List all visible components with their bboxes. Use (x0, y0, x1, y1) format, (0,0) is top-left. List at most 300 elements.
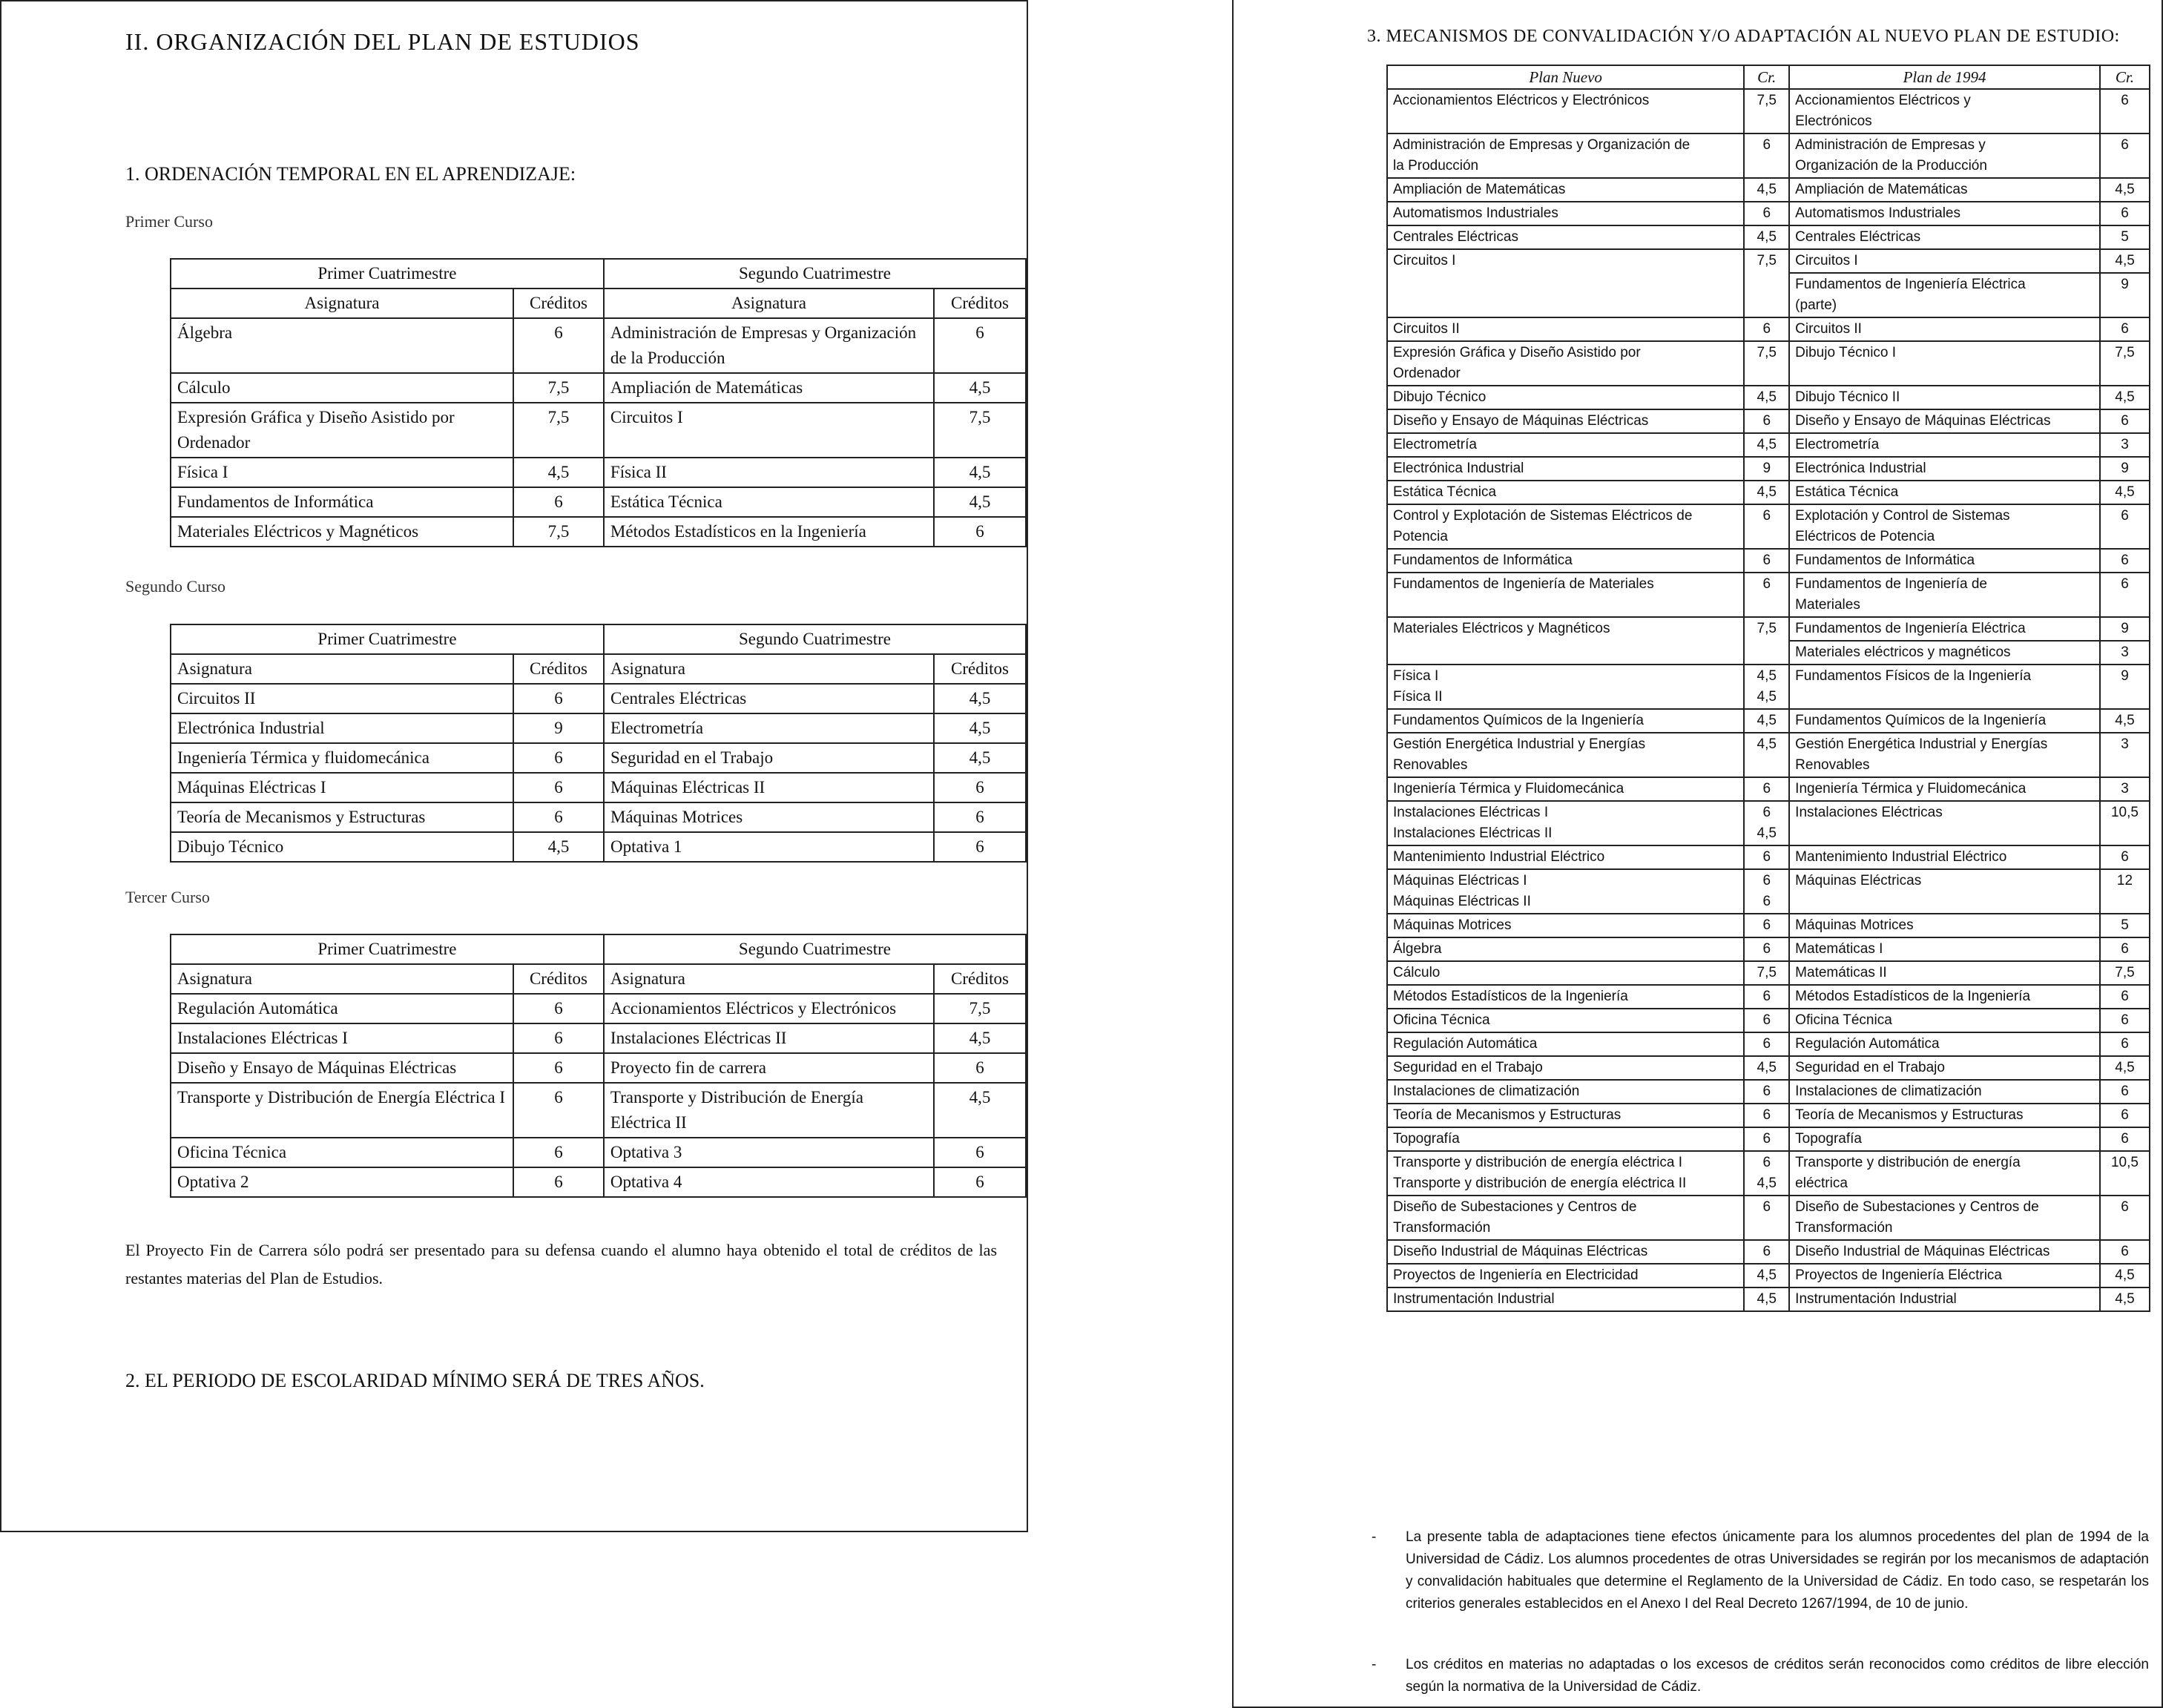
table-row (1387, 573, 2150, 617)
credits-cell: 6 (513, 1083, 604, 1138)
subject-cell: Máquinas Eléctricas I (171, 773, 513, 802)
credits-cell: 6 (513, 773, 604, 802)
plan-nuevo-credits: 6 (1744, 777, 1789, 801)
plan-1994-subrow (1790, 250, 2149, 274)
credits-header: Créditos (934, 964, 1026, 994)
plan-nuevo-credits: 4,5 (1744, 1287, 1789, 1311)
plan-nuevo-subject: Diseño de Subestaciones y Centros de Transformación (1387, 1196, 1744, 1240)
right-page (1232, 0, 2163, 1708)
plan-1994-subject: Fundamentos de Ingeniería de Materiales (1789, 573, 2100, 617)
plan-nuevo-subject: Fundamentos Químicos de la Ingeniería (1387, 709, 1744, 733)
credits-cell: 7,5 (513, 403, 604, 458)
note-2: Los créditos en materias no adaptadas o los excesos de créditos serán reconocidos como créditos de libre elección según la normativa de la Universidad de Cádiz. (1406, 1657, 2149, 1695)
table-row (1387, 202, 2150, 225)
plan-1994-credits: 3 (2121, 644, 2129, 660)
plan-nuevo-credits: 4,5 (1744, 178, 1789, 202)
plan-1994-subject: Dibujo Técnico I (1789, 341, 2100, 386)
table-row (171, 684, 1026, 713)
plan-1994-subject: Estática Técnica (1789, 481, 2100, 504)
subject-header: Asignatura (171, 288, 513, 318)
table-row (171, 373, 1026, 403)
plan-1994-subject: Ampliación de Matemáticas (1789, 178, 2100, 202)
second-term-header: Segundo Cuatrimestre (604, 624, 1026, 654)
credits-cell: 6 (934, 773, 1026, 802)
credits-header: Créditos (513, 964, 604, 994)
credits-cell: 4,5 (934, 743, 1026, 773)
plan-nuevo-credits: 6 (1744, 1196, 1789, 1240)
plan-nuevo-subject: Diseño Industrial de Máquinas Eléctricas (1387, 1240, 1744, 1264)
bullet-dash: - (1372, 1657, 1377, 1672)
plan-nuevo-subject: Oficina Técnica (1387, 1009, 1744, 1032)
credits-cell: 4,5 (513, 832, 604, 862)
plan-1994-subject: Fundamentos de Ingeniería Eléctrica (parte) (1790, 274, 2101, 317)
plan-1994-credits: 4,5 (2100, 1287, 2150, 1311)
table-row (171, 318, 1026, 373)
subject-header: Asignatura (604, 288, 934, 318)
plan-nuevo-subject: Instrumentación Industrial (1387, 1287, 1744, 1311)
first-term-header: Primer Cuatrimestre (171, 624, 604, 654)
plan-nuevo-credits: 4,5 (1744, 1056, 1789, 1080)
plan-nuevo-credits: 4,5 (1744, 1264, 1789, 1287)
table-row (1387, 665, 2150, 709)
subject-cell: Centrales Eléctricas (604, 684, 934, 713)
table-row (1387, 985, 2150, 1009)
plan-1994-credits: 4,5 (2100, 386, 2150, 409)
credits-cell: 4,5 (934, 684, 1026, 713)
table-row (171, 403, 1026, 458)
table-row (1387, 845, 2150, 869)
table-row (1387, 1264, 2150, 1287)
subject-cell: Estática Técnica (604, 487, 934, 517)
subject-cell: Instalaciones Eléctricas I (171, 1023, 513, 1053)
table-row (1387, 386, 2150, 409)
plan-1994-subject: Diseño Industrial de Máquinas Eléctricas (1789, 1240, 2100, 1264)
subject-cell: Expresión Gráfica y Diseño Asistido por Ordenador (171, 403, 513, 458)
table-row (1387, 317, 2150, 341)
plan-1994-credits: 4,5 (2100, 178, 2150, 202)
plan-nuevo-credits: 6 (1744, 133, 1789, 178)
subject-cell: Diseño y Ensayo de Máquinas Eléctricas (171, 1053, 513, 1083)
plan-1994-credits: 9 (2121, 277, 2129, 292)
table-row (171, 713, 1026, 743)
table-row (1387, 709, 2150, 733)
plan-nuevo-subject: Circuitos I (1387, 249, 1744, 317)
plan-nuevo-credits: 9 (1744, 457, 1789, 481)
plan-nuevo-subject: Cálculo (1387, 961, 1744, 985)
table-row (1387, 961, 2150, 985)
plan-nuevo-credits: 4,5 (1744, 225, 1789, 249)
plan-1994-credits: 9 (2100, 457, 2150, 481)
table-row (1387, 1080, 2150, 1104)
table-row (1387, 1056, 2150, 1080)
plan-nuevo-subject: Estática Técnica (1387, 481, 1744, 504)
subject-header: Asignatura (604, 964, 934, 994)
plan-1994-subject: Explotación y Control de Sistemas Eléctricos de Potencia (1789, 504, 2100, 549)
plan-1994-subject: Proyectos de Ingeniería Eléctrica (1789, 1264, 2100, 1287)
credits-cell: 6 (513, 743, 604, 773)
credits-cell: 4,5 (934, 1023, 1026, 1053)
subject-header: Asignatura (171, 964, 513, 994)
plan-nuevo-subject: Topografía (1387, 1127, 1744, 1151)
plan-nuevo-credits: 6 (1744, 1104, 1789, 1127)
plan-nuevo-credits: 6 6 (1744, 869, 1789, 914)
course-label-2: Segundo Curso (125, 577, 226, 596)
plan-nuevo-subject: Instalaciones Eléctricas I Instalaciones Eléctricas II (1387, 801, 1744, 845)
plan-nuevo-credits: 6 (1744, 1032, 1789, 1056)
first-term-header: Primer Cuatrimestre (171, 934, 604, 964)
first-term-header: Primer Cuatrimestre (171, 259, 604, 288)
plan-1994-subject: Electrometría (1789, 433, 2100, 457)
plan-nuevo-subject: Materiales Eléctricos y Magnéticos (1387, 617, 1744, 665)
plan-1994-subject: Teoría de Mecanismos y Estructuras (1789, 1104, 2100, 1127)
plan-1994-group (1789, 617, 2150, 665)
plan-1994-credits: 6 (2100, 504, 2150, 549)
table-row (1387, 1127, 2150, 1151)
plan-1994-credits: 7,5 (2100, 961, 2150, 985)
table-row (1387, 869, 2150, 914)
credits-cell: 6 (934, 318, 1026, 373)
subject-cell: Física I (171, 458, 513, 487)
term-header-row (171, 624, 1026, 654)
section1-title: 1. ORDENACIÓN TEMPORAL EN EL APRENDIZAJE: (125, 163, 576, 185)
plan-nuevo-subject: Ingeniería Térmica y Fluidomecánica (1387, 777, 1744, 801)
plan-nuevo-credits: 6 (1744, 937, 1789, 961)
table-row (171, 458, 1026, 487)
table-row (1387, 457, 2150, 481)
plan-nuevo-credits: 6 (1744, 845, 1789, 869)
plan-1994-subject: Mantenimiento Industrial Eléctrico (1789, 845, 2100, 869)
subject-cell: Transporte y Distribución de Energía Eléctrica II (604, 1083, 934, 1138)
table-row (171, 1053, 1026, 1083)
plan-1994-credits: 10,5 (2100, 1151, 2150, 1196)
credits-header: Créditos (934, 654, 1026, 684)
plan-nuevo-credits: 6 (1744, 409, 1789, 433)
plan-1994-group (1789, 249, 2150, 317)
subject-cell: Máquinas Eléctricas II (604, 773, 934, 802)
credits-cell: 6 (513, 802, 604, 832)
plan-nuevo-subject: Control y Explotación de Sistemas Eléctricos de Potencia (1387, 504, 1744, 549)
plan-nuevo-subject: Seguridad en el Trabajo (1387, 1056, 1744, 1080)
plan-nuevo-credits: 7,5 (1744, 249, 1789, 317)
plan-nuevo-credits: 4,5 (1744, 386, 1789, 409)
table-row (1387, 617, 2150, 665)
page-title: II. ORGANIZACIÓN DEL PLAN DE ESTUDIOS (125, 28, 640, 55)
credits-cell: 6 (513, 1023, 604, 1053)
plan-1994-credits: 6 (2100, 89, 2150, 133)
plan-nuevo-credits: 6 (1744, 573, 1789, 617)
plan-1994-subject: Fundamentos Químicos de la Ingeniería (1789, 709, 2100, 733)
plan-nuevo-subject: Métodos Estadísticos de la Ingeniería (1387, 985, 1744, 1009)
credits-cell: 4,5 (934, 487, 1026, 517)
subject-cell: Oficina Técnica (171, 1138, 513, 1167)
table-row (1387, 914, 2150, 937)
subject-cell: Transporte y Distribución de Energía Eléctrica I (171, 1083, 513, 1138)
plan-nuevo-credits: 6 (1744, 1127, 1789, 1151)
credits-cell: 6 (513, 318, 604, 373)
adaptation-table (1386, 65, 2150, 1312)
plan-nuevo-subject: Instalaciones de climatización (1387, 1080, 1744, 1104)
plan-1994-credits: 12 (2100, 869, 2150, 914)
table-row (1387, 504, 2150, 549)
table-row (1387, 89, 2150, 133)
plan-nuevo-subject: Accionamientos Eléctricos y Electrónicos (1387, 89, 1744, 133)
credits-cell: 4,5 (934, 458, 1026, 487)
credits-cell: 4,5 (934, 713, 1026, 743)
table-row (1387, 937, 2150, 961)
credits-cell: 7,5 (934, 403, 1026, 458)
plan-1994-subrow (1790, 274, 2149, 317)
plan-nuevo-credits: 6 (1744, 317, 1789, 341)
plan-nuevo-subject: Expresión Gráfica y Diseño Asistido por Ordenador (1387, 341, 1744, 386)
table-row (1387, 801, 2150, 845)
subject-cell: Optativa 4 (604, 1167, 934, 1197)
table-row (1387, 341, 2150, 386)
credits-cell: 6 (934, 832, 1026, 862)
table-row (171, 994, 1026, 1023)
subject-header: Asignatura (604, 654, 934, 684)
subject-cell: Métodos Estadísticos en la Ingeniería (604, 517, 934, 547)
plan-1994-credits: 5 (2100, 914, 2150, 937)
credits-cell: 4,5 (934, 373, 1026, 403)
first-year-table (170, 258, 1027, 547)
third-year-table (170, 934, 1027, 1198)
table-row (1387, 1240, 2150, 1264)
plan-nuevo-credits: 4,5 (1744, 733, 1789, 777)
credits-header: Créditos (513, 288, 604, 318)
table-row (1387, 1104, 2150, 1127)
subject-cell: Cálculo (171, 373, 513, 403)
plan-1994-credits: 6 (2100, 937, 2150, 961)
table-row (1387, 178, 2150, 202)
subject-cell: Optativa 1 (604, 832, 934, 862)
plan-1994-subject: Matemáticas II (1789, 961, 2100, 985)
credits-header: Créditos (513, 654, 604, 684)
plan-nuevo-subject: Dibujo Técnico (1387, 386, 1744, 409)
subject-cell: Circuitos II (171, 684, 513, 713)
credits-cell: 4,5 (934, 1083, 1026, 1138)
plan-1994-credits: 6 (2100, 1104, 2150, 1127)
plan-1994-credits: 10,5 (2100, 801, 2150, 845)
table-row (171, 1167, 1026, 1197)
subject-cell: Optativa 2 (171, 1167, 513, 1197)
plan-1994-credits: 6 (2100, 202, 2150, 225)
plan-nuevo-subject: Diseño y Ensayo de Máquinas Eléctricas (1387, 409, 1744, 433)
credits-cell: 7,5 (934, 994, 1026, 1023)
section3-title: 3. MECANISMOS DE CONVALIDACIÓN Y/O ADAPTACIÓN AL NUEVO PLAN DE ESTUDIO: (1367, 27, 2120, 46)
plan-nuevo-subject: Centrales Eléctricas (1387, 225, 1744, 249)
plan-1994-subrow (1790, 642, 2149, 664)
plan-1994-credits: 6 (2100, 409, 2150, 433)
subject-cell: Materiales Eléctricos y Magnéticos (171, 517, 513, 547)
plan-nuevo-subject: Proyectos de Ingeniería en Electricidad (1387, 1264, 1744, 1287)
subject-cell: Administración de Empresas y Organización de la Producción (604, 318, 934, 373)
plan-1994-credits: 6 (2100, 317, 2150, 341)
table-row (1387, 133, 2150, 178)
table-row (171, 1083, 1026, 1138)
plan-nuevo-credits: 4,5 (1744, 709, 1789, 733)
credits-cell: 6 (513, 1167, 604, 1197)
plan-1994-credits: 4,5 (2100, 1264, 2150, 1287)
plan-nuevo-credits: 7,5 (1744, 617, 1789, 665)
course-label-1: Primer Curso (125, 212, 213, 231)
plan-nuevo-credits: 6 (1744, 549, 1789, 573)
plan-1994-credits: 6 (2100, 573, 2150, 617)
credits-cell: 6 (513, 487, 604, 517)
header-cr: Cr. (1744, 65, 1789, 89)
header-cr: Cr. (2100, 65, 2150, 89)
subject-cell: Ampliación de Matemáticas (604, 373, 934, 403)
plan-nuevo-subject: Administración de Empresas y Organización de la Producción (1387, 133, 1744, 178)
plan-nuevo-credits: 7,5 (1744, 961, 1789, 985)
plan-1994-credits: 3 (2100, 777, 2150, 801)
plan-1994-credits: 3 (2100, 433, 2150, 457)
plan-nuevo-credits: 6 4,5 (1744, 1151, 1789, 1196)
plan-1994-credits: 7,5 (2100, 341, 2150, 386)
subject-cell: Regulación Automática (171, 994, 513, 1023)
plan-1994-credits: 6 (2100, 1127, 2150, 1151)
plan-nuevo-subject: Regulación Automática (1387, 1032, 1744, 1056)
subject-cell: Optativa 3 (604, 1138, 934, 1167)
plan-1994-credits: 6 (2100, 1080, 2150, 1104)
plan-1994-credits: 6 (2100, 985, 2150, 1009)
plan-1994-credits: 4,5 (2100, 481, 2150, 504)
table-row (1387, 249, 2150, 317)
credits-cell: 6 (513, 994, 604, 1023)
table-row (1387, 549, 2150, 573)
plan-1994-subject: Dibujo Técnico II (1789, 386, 2100, 409)
credits-cell: 6 (934, 1138, 1026, 1167)
plan-1994-subject: Materiales eléctricos y magnéticos (1790, 642, 2101, 664)
subject-cell: Ingeniería Térmica y fluidomecánica (171, 743, 513, 773)
table-row (1387, 733, 2150, 777)
table-header-row (1387, 65, 2150, 89)
plan-nuevo-subject: Ampliación de Matemáticas (1387, 178, 1744, 202)
plan-1994-subject: Ingeniería Térmica y Fluidomecánica (1789, 777, 2100, 801)
plan-nuevo-subject: Circuitos II (1387, 317, 1744, 341)
column-header-row (171, 654, 1026, 684)
table-row (1387, 409, 2150, 433)
plan-nuevo-subject: Máquinas Motrices (1387, 914, 1744, 937)
plan-nuevo-credits: 6 (1744, 1009, 1789, 1032)
plan-1994-subject: Diseño de Subestaciones y Centros de Transformación (1789, 1196, 2100, 1240)
subject-cell: Proyecto fin de carrera (604, 1053, 934, 1083)
credits-cell: 6 (513, 1138, 604, 1167)
plan-nuevo-subject: Fundamentos de Ingeniería de Materiales (1387, 573, 1744, 617)
credits-cell: 6 (513, 1053, 604, 1083)
plan-1994-subject: Electrónica Industrial (1789, 457, 2100, 481)
final-project-note: El Proyecto Fin de Carrera sólo podrá ser presentado para su defensa cuando el alumno haya obtenido el total de créditos de las restantes materias del Plan de Estudios. (125, 1241, 997, 1287)
plan-nuevo-credits: 7,5 (1744, 341, 1789, 386)
plan-1994-subject: Fundamentos de Ingeniería Eléctrica (1790, 618, 2101, 640)
plan-1994-subject: Circuitos II (1789, 317, 2100, 341)
subject-header: Asignatura (171, 654, 513, 684)
plan-nuevo-credits: 4,5 4,5 (1744, 665, 1789, 709)
plan-nuevo-subject: Automatismos Industriales (1387, 202, 1744, 225)
subject-cell: Circuitos I (604, 403, 934, 458)
plan-1994-subject: Oficina Técnica (1789, 1009, 2100, 1032)
table-row (171, 1023, 1026, 1053)
plan-1994-credits: 9 (2121, 621, 2129, 636)
plan-1994-subject: Máquinas Motrices (1789, 914, 2100, 937)
subject-cell: Dibujo Técnico (171, 832, 513, 862)
plan-nuevo-credits: 6 (1744, 985, 1789, 1009)
plan-nuevo-credits: 6 (1744, 914, 1789, 937)
plan-1994-credits: 6 (2100, 1196, 2150, 1240)
plan-1994-credits: 3 (2100, 733, 2150, 777)
subject-cell: Instalaciones Eléctricas II (604, 1023, 934, 1053)
credits-cell: 6 (934, 1167, 1026, 1197)
credits-cell: 6 (934, 1053, 1026, 1083)
table-row (171, 487, 1026, 517)
plan-nuevo-subject: Máquinas Eléctricas I Máquinas Eléctricas II (1387, 869, 1744, 914)
header-plan-nuevo: Plan Nuevo (1387, 65, 1744, 89)
credits-header: Créditos (934, 288, 1026, 318)
plan-1994-subject: Automatismos Industriales (1789, 202, 2100, 225)
plan-1994-subject: Instalaciones Eléctricas (1789, 801, 2100, 845)
table-row (171, 743, 1026, 773)
second-term-header: Segundo Cuatrimestre (604, 259, 1026, 288)
credits-cell: 9 (513, 713, 604, 743)
plan-nuevo-subject: Teoría de Mecanismos y Estructuras (1387, 1104, 1744, 1127)
left-page (0, 0, 1028, 1532)
second-term-header: Segundo Cuatrimestre (604, 934, 1026, 964)
plan-1994-subject: Instrumentación Industrial (1789, 1287, 2100, 1311)
plan-1994-credits: 6 (2100, 845, 2150, 869)
table-row (171, 517, 1026, 547)
second-year-table (170, 624, 1027, 863)
plan-nuevo-credits: 4,5 (1744, 481, 1789, 504)
plan-1994-credits: 4,5 (2100, 1056, 2150, 1080)
bullet-dash: - (1372, 1529, 1377, 1545)
plan-nuevo-subject: Electrónica Industrial (1387, 457, 1744, 481)
plan-nuevo-credits: 4,5 (1744, 433, 1789, 457)
plan-1994-credits: 6 (2100, 549, 2150, 573)
plan-1994-subject: Gestión Energética Industrial y Energías Renovables (1789, 733, 2100, 777)
table-row (171, 773, 1026, 802)
subject-cell: Electrometría (604, 713, 934, 743)
credits-cell: 4,5 (513, 458, 604, 487)
plan-nuevo-subject: Gestión Energética Industrial y Energías Renovables (1387, 733, 1744, 777)
plan-1994-credits: 6 (2100, 1032, 2150, 1056)
plan-nuevo-subject: Transporte y distribución de energía eléctrica I Transporte y distribución de energía eléctrica II (1387, 1151, 1744, 1196)
plan-1994-subject: Circuitos I (1790, 250, 2101, 272)
section2-title: 2. EL PERIODO DE ESCOLARIDAD MÍNIMO SERÁ DE TRES AÑOS. (125, 1370, 705, 1391)
plan-nuevo-credits: 6 (1744, 202, 1789, 225)
plan-1994-credits: 5 (2100, 225, 2150, 249)
plan-1994-subject: Administración de Empresas y Organización de la Producción (1789, 133, 2100, 178)
plan-nuevo-credits: 6 4,5 (1744, 801, 1789, 845)
term-header-row (171, 934, 1026, 964)
subject-cell: Electrónica Industrial (171, 713, 513, 743)
header-plan-1994: Plan de 1994 (1789, 65, 2100, 89)
table-row (1387, 1151, 2150, 1196)
table-row (171, 802, 1026, 832)
column-header-row (171, 964, 1026, 994)
table-row (1387, 481, 2150, 504)
subject-cell: Seguridad en el Trabajo (604, 743, 934, 773)
plan-1994-subject: Matemáticas I (1789, 937, 2100, 961)
subject-cell: Máquinas Motrices (604, 802, 934, 832)
plan-1994-subject: Accionamientos Eléctricos y Electrónicos (1789, 89, 2100, 133)
table-row (1387, 1009, 2150, 1032)
plan-1994-credits: 9 (2100, 665, 2150, 709)
table-row (171, 832, 1026, 862)
table-row (1387, 1287, 2150, 1311)
credits-cell: 6 (513, 684, 604, 713)
plan-nuevo-subject: Física I Física II (1387, 665, 1744, 709)
plan-1994-subject: Topografía (1789, 1127, 2100, 1151)
plan-nuevo-subject: Álgebra (1387, 937, 1744, 961)
